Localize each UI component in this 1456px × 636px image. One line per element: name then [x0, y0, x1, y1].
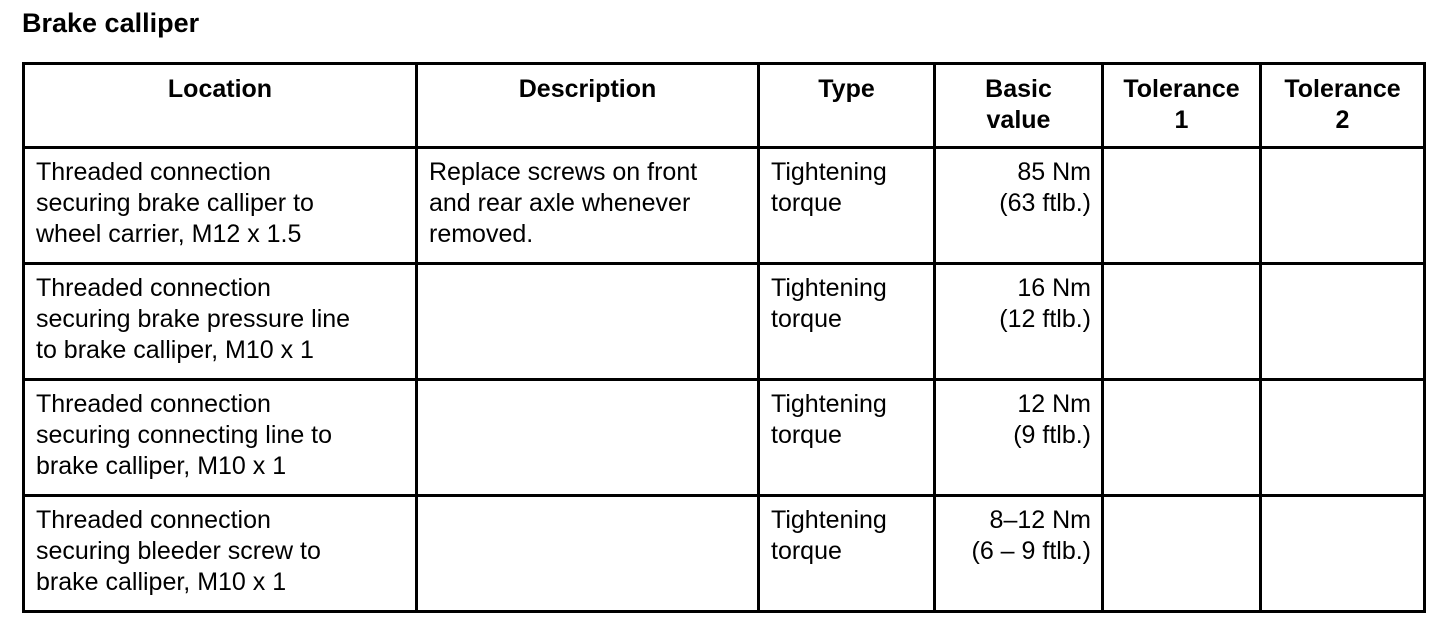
header-location: Location — [24, 64, 417, 148]
description-cell — [417, 380, 759, 496]
header-description: Description — [417, 64, 759, 148]
table-row — [24, 148, 1425, 264]
location-cell: Threaded connection securing connecting line to brake calliper, M10 x 1 — [24, 380, 417, 496]
tolerance-2-cell — [1261, 380, 1425, 496]
table-row — [24, 496, 1425, 612]
specification-table — [22, 62, 1426, 613]
description-cell: Replace screws on front and rear axle whenever removed. — [417, 148, 759, 264]
table-row — [24, 264, 1425, 380]
type-cell: Tightening torque — [759, 496, 935, 612]
location-cell: Threaded connection securing brake pressure line to brake calliper, M10 x 1 — [24, 264, 417, 380]
basic-value-cell: 85 Nm (63 ftlb.) — [935, 148, 1103, 264]
page-title: Brake calliper — [22, 8, 200, 38]
basic-value-cell: 12 Nm (9 ftlb.) — [935, 380, 1103, 496]
header-type: Type — [759, 64, 935, 148]
basic-value-cell: 8–12 Nm (6 – 9 ftlb.) — [935, 496, 1103, 612]
type-cell: Tightening torque — [759, 380, 935, 496]
tolerance-1-cell — [1103, 380, 1261, 496]
table-row — [24, 380, 1425, 496]
tolerance-1-cell — [1103, 148, 1261, 264]
tolerance-2-cell — [1261, 148, 1425, 264]
tolerance-1-cell — [1103, 264, 1261, 380]
tolerance-1-cell — [1103, 496, 1261, 612]
tolerance-2-cell — [1261, 264, 1425, 380]
description-cell — [417, 264, 759, 380]
type-cell: Tightening torque — [759, 148, 935, 264]
table-header-row — [24, 64, 1425, 148]
location-cell: Threaded connection securing brake calliper to wheel carrier, M12 x 1.5 — [24, 148, 417, 264]
description-cell — [417, 496, 759, 612]
header-tolerance-1: Tolerance 1 — [1103, 64, 1261, 148]
basic-value-cell: 16 Nm (12 ftlb.) — [935, 264, 1103, 380]
location-cell: Threaded connection securing bleeder screw to brake calliper, M10 x 1 — [24, 496, 417, 612]
type-cell: Tightening torque — [759, 264, 935, 380]
tolerance-2-cell — [1261, 496, 1425, 612]
header-basic-value: Basic value — [935, 64, 1103, 148]
header-tolerance-2: Tolerance 2 — [1261, 64, 1425, 148]
